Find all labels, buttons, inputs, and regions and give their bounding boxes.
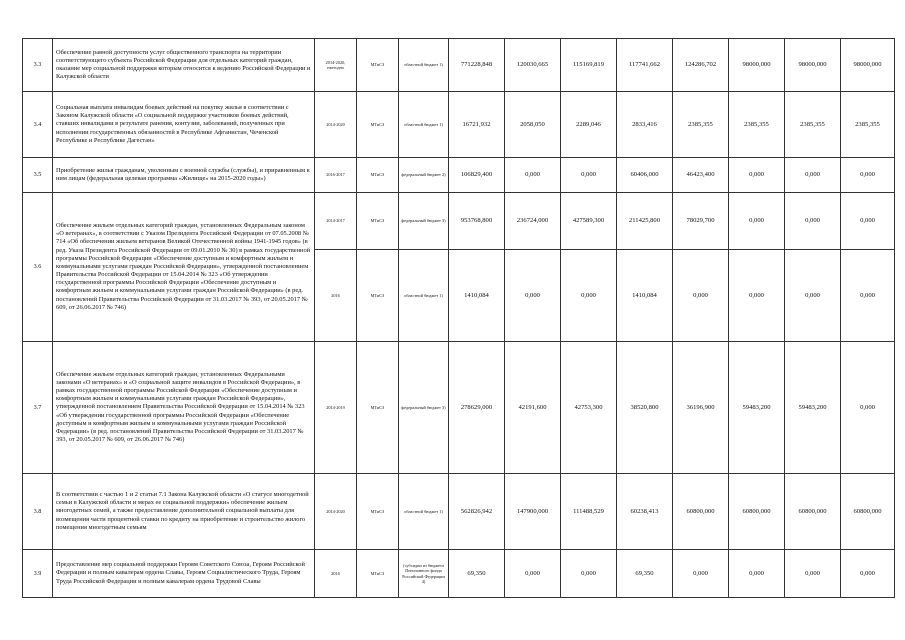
executor-cell: МТиСЗ (357, 39, 399, 92)
table-row (23, 193, 895, 250)
value-total: 562826,942 (449, 474, 505, 550)
value-2014: 147900,000 (505, 474, 561, 550)
value-2014: 2058,050 (505, 92, 561, 158)
funding-source-cell: федеральный бюджет 3) (399, 193, 449, 250)
value-2019: 0,000 (785, 193, 841, 250)
value-2018: 0,000 (729, 250, 785, 342)
value-2018: 0,000 (729, 193, 785, 250)
executor-cell: МТиСЗ (357, 342, 399, 474)
value-2014: 120030,665 (505, 39, 561, 92)
value-total: 16721,932 (449, 92, 505, 158)
row-number: 3.8 (23, 474, 53, 550)
value-2015: 427589,300 (561, 193, 617, 250)
measure-description: Предоставление мер социальной поддержки Героям Советского Союза, Героям Российской Федерации и полным кавалерам ордена Славы, Героям Социалистического Труда, Героям Труда Российской Федерации и полным кавалерам ордена Трудовой Славы (53, 550, 315, 598)
period-cell: 2016 (315, 250, 357, 342)
row-number: 3.5 (23, 158, 53, 193)
value-total: 278629,000 (449, 342, 505, 474)
value-2016: 2833,416 (617, 92, 673, 158)
row-number: 3.9 (23, 550, 53, 598)
funding-source-cell: федеральный бюджет 2) (399, 158, 449, 193)
value-2014: 42191,600 (505, 342, 561, 474)
row-number: 3.3 (23, 39, 53, 92)
value-2019: 60800,000 (785, 474, 841, 550)
value-2018: 0,000 (729, 158, 785, 193)
row-number: 3.4 (23, 92, 53, 158)
executor-cell: МТиСЗ (357, 550, 399, 598)
table-row (23, 39, 895, 92)
value-2015: 2289,046 (561, 92, 617, 158)
value-2018: 60800,000 (729, 474, 785, 550)
value-2020: 0,000 (841, 550, 895, 598)
value-2016: 60238,413 (617, 474, 673, 550)
executor-cell: МТиСЗ (357, 474, 399, 550)
value-2020: 0,000 (841, 193, 895, 250)
value-total: 771228,848 (449, 39, 505, 92)
measure-description: В соответствии с частью 1 и 2 статьи 7.1 Закона Калужской области «О статусе многодетной семьи в Калужской области и мерах ее социальной поддержки» обеспечение жильем многодетных семей, а также предоставление дополнительной социальной выплаты для возмещения части процентной ставки по кредиту на приобретение и строительство жилого помещения многодетным семьям (53, 474, 315, 550)
value-2017: 78029,700 (673, 193, 729, 250)
table-row (23, 550, 895, 598)
value-2014: 236724,000 (505, 193, 561, 250)
value-2016: 38520,800 (617, 342, 673, 474)
table-row (23, 158, 895, 193)
value-2019: 2385,355 (785, 92, 841, 158)
value-2018: 0,000 (729, 550, 785, 598)
budget-table (22, 38, 895, 598)
value-2019: 0,000 (785, 550, 841, 598)
value-2016: 117741,662 (617, 39, 673, 92)
value-2019: 59483,200 (785, 342, 841, 474)
value-2014: 0,000 (505, 550, 561, 598)
table-row (23, 474, 895, 550)
value-2017: 0,000 (673, 550, 729, 598)
value-2016: 69,350 (617, 550, 673, 598)
value-2018: 98000,000 (729, 39, 785, 92)
value-2015: 115169,819 (561, 39, 617, 92)
funding-source-cell: областной бюджет 1) (399, 250, 449, 342)
table-row (23, 342, 895, 474)
value-2017: 60800,000 (673, 474, 729, 550)
period-cell: 2014-2020 (315, 92, 357, 158)
value-2020: 2385,355 (841, 92, 895, 158)
value-2018: 59483,200 (729, 342, 785, 474)
funding-source-cell: федеральный бюджет 3) (399, 342, 449, 474)
period-cell: 2014-2020 (315, 474, 357, 550)
value-2019: 98000,000 (785, 39, 841, 92)
value-2016: 60406,000 (617, 158, 673, 193)
funding-source-cell: (субсидии из бюджета Пенсионного фонда Российской Федерации 4) (399, 550, 449, 598)
value-2017: 46423,400 (673, 158, 729, 193)
value-2020: 0,000 (841, 158, 895, 193)
value-2017: 0,000 (673, 250, 729, 342)
value-2014: 0,000 (505, 250, 561, 342)
funding-source-cell: областной бюджет 1) (399, 39, 449, 92)
value-total: 106829,400 (449, 158, 505, 193)
period-cell: 2016-2017 (315, 158, 357, 193)
funding-source-cell: областной бюджет 1) (399, 92, 449, 158)
funding-source-cell: областной бюджет 1) (399, 474, 449, 550)
row-number: 3.6 (23, 193, 53, 342)
value-2020: 0,000 (841, 250, 895, 342)
value-2020: 98000,000 (841, 39, 895, 92)
value-2015: 0,000 (561, 550, 617, 598)
value-2020: 0,000 (841, 342, 895, 474)
value-2016: 211425,800 (617, 193, 673, 250)
executor-cell: МТиСЗ (357, 193, 399, 250)
value-2015: 0,000 (561, 158, 617, 193)
value-2020: 60800,000 (841, 474, 895, 550)
period-cell: 2014-2020, ежегодно (315, 39, 357, 92)
value-2014: 0,000 (505, 158, 561, 193)
value-2016: 1410,084 (617, 250, 673, 342)
value-total: 953768,800 (449, 193, 505, 250)
measure-description: Обеспечение равной доступности услуг общественного транспорта на территории соответствующего субъекта Российской Федерации для отдельных категорий граждан, оказание мер социальной поддержки которым относится к ведению Российской Федерации и Калужской области (53, 39, 315, 92)
value-2017: 36196,900 (673, 342, 729, 474)
value-total: 69,350 (449, 550, 505, 598)
executor-cell: МТиСЗ (357, 158, 399, 193)
table-row (23, 92, 895, 158)
value-2019: 0,000 (785, 158, 841, 193)
value-2017: 124286,702 (673, 39, 729, 92)
measure-description: Приобретение жилья гражданам, уволенным с военной службы (службы), и приравненным к ним лицам (федеральная целевая программа «Жилище» на 2015-2020 годы») (53, 158, 315, 193)
value-total: 1410,084 (449, 250, 505, 342)
value-2018: 2385,355 (729, 92, 785, 158)
period-cell: 2014-2019 (315, 342, 357, 474)
value-2015: 42753,300 (561, 342, 617, 474)
executor-cell: МТиСЗ (357, 250, 399, 342)
measure-description: Социальная выплата инвалидам боевых действий на покупку жилья в соответствии с Законом Калужской области «О социальной поддержке участников боевых действий, ставших инвалидами в результате ранения, контузии, заболеваний, полученных при исполнении государственных обязанностей в Республике Афганистан, Чеченской Республике и Республике Дагестан» (53, 92, 315, 158)
period-cell: 2014-2017 (315, 193, 357, 250)
measure-description: Обеспечение жильем отдельных категорий граждан, установленных Федеральным законом «О ветеранах», в соответствии с Указом Президента Российской Федерации от 07.05.2008 № 714 «Об обеспечении жильем ветеранов Великой Отечественной войны 1941-1945 годов» (в ред. Указа Президента Российской Федерации от 09.01.2010 № 30) в рамках государственной программы Российской Федерации «Обеспечение доступным и комфортным жильем и коммунальными услугами граждан Российской Федерации», утвержденной постановлением Правительства Российской Федерации от 15.04.2014 № 323 «Об утверждении государственной программы Российской Федерации «Обеспечение доступным и комфортным жильем и коммунальными услугами граждан Российской Федерации» (в ред. постановлений Правительства Российской Федерации от 31.03.2017 № 393, от 20.05.2017 № 609, от 26.06.2017 № 746) (53, 193, 315, 342)
period-cell: 2016 (315, 550, 357, 598)
measure-description: Обеспечение жильем отдельных категорий граждан, установленных Федеральными законами «О ветеранах» и «О социальной защите инвалидов в Российской Федерации», в рамках государственной программы Российской Федерации «Обеспечение доступным и комфортным жильем и коммунальными услугами граждан Российской Федерации», утвержденной постановлением Правительства Российской Федерации от 15.04.2014 № 323 «Об утверждении государственной программы Российской Федерации «Обеспечение доступным и комфортным жильем и коммунальными услугами граждан Российской Федерации» (в ред. постановлений Правительства Российской Федерации от 31.03.2017 № 393, от 20.05.2017 № 609, от 26.06.2017 № 746) (53, 342, 315, 474)
row-number: 3.7 (23, 342, 53, 474)
value-2017: 2385,355 (673, 92, 729, 158)
value-2019: 0,000 (785, 250, 841, 342)
value-2015: 0,000 (561, 250, 617, 342)
executor-cell: МТиСЗ (357, 92, 399, 158)
value-2015: 111488,529 (561, 474, 617, 550)
